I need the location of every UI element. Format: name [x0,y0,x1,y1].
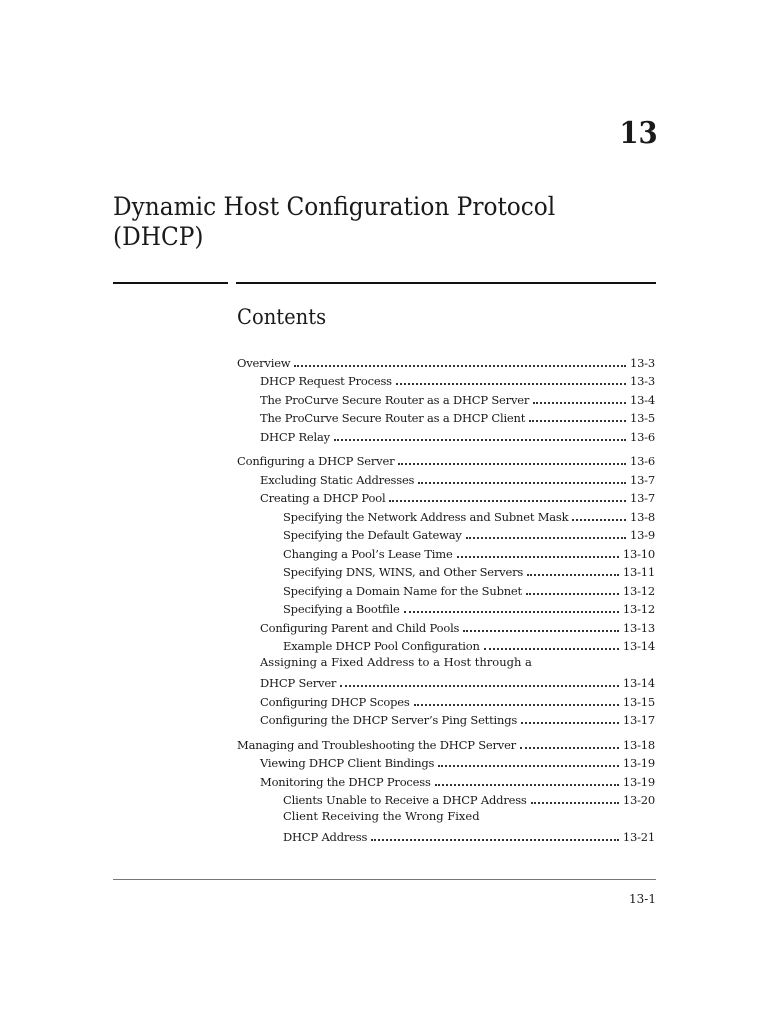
toc-entry[interactable] [237,408,655,427]
toc-entry-page: 13-5 [629,411,655,425]
toc-entry-title-line1: Client Receiving the Wrong Fixed [283,809,480,823]
toc-leader-dots [334,438,626,441]
toc-entry-title: Managing and Troubleshooting the DHCP Server [237,737,516,752]
toc-leader-dots [396,382,626,385]
toc-entry-page: 13-6 [629,429,655,444]
toc-entry[interactable] [237,469,655,488]
toc-leader-dots [457,555,619,558]
toc-entry-page: 13-14 [622,639,655,653]
toc-entry-title: Overview [237,355,291,370]
toc-entry-title: Specifying DNS, WINS, and Other Servers [283,565,524,579]
chapter-number: 13 [619,116,658,151]
toc-entry-page: 13-3 [629,374,655,388]
toc-leader-dots [572,518,626,521]
toc-entry-title: The ProCurve Secure Router as a DHCP Client [260,411,526,425]
toc-leader-dots [466,536,626,539]
toc-entry-title: Excluding Static Addresses [260,472,415,487]
toc-leader-dots [404,610,619,613]
toc-entry-page: 13-18 [622,737,655,752]
chapter-title [113,192,634,252]
toc-entry-title-line1: Assigning a Fixed Address to a Host through a [260,655,532,669]
toc-entry-title: Specifying the Network Address and Subnet Mask [283,509,569,524]
toc-entry-title: Viewing DHCP Client Bindings [260,756,435,770]
toc-entry-wrapped[interactable] [237,654,655,691]
toc-entry-line2 [260,672,655,691]
toc-entry-page: 13-8 [629,509,655,524]
toc-leader-dots [435,783,619,786]
title-rule-short [113,282,228,284]
toc-leader-dots [526,592,619,595]
toc-entry-title: Configuring Parent and Child Pools [260,620,460,635]
toc-leader-dots [527,573,619,576]
toc-entry-page: 13-21 [622,829,655,844]
toc-entry-title: DHCP Request Process [260,374,392,388]
table-of-contents [237,352,655,845]
toc-leader-dots [438,764,619,767]
toc-entry-page: 13-4 [629,392,655,407]
toc-entry-title: Clients Unable to Receive a DHCP Address [283,793,527,807]
toc-entry-title: DHCP Server [260,675,337,690]
toc-entry[interactable] [237,389,655,408]
page-number: 13-1 [629,892,656,906]
toc-entry[interactable] [237,691,655,710]
toc-entry-line2 [283,826,655,845]
title-rule-long [236,282,656,284]
toc-entry-title: Specifying a Bootfile [283,602,400,616]
toc-entry-page: 13-12 [622,602,655,616]
toc-entry[interactable] [237,506,655,525]
toc-entry-page: 13-3 [629,355,655,370]
toc-entry-title: Specifying a Domain Name for the Subnet [283,583,522,598]
toc-entry[interactable] [237,488,655,507]
toc-leader-dots [389,499,626,502]
toc-entry[interactable] [237,352,655,371]
toc-leader-dots [414,703,619,706]
toc-entry-page: 13-14 [622,675,655,690]
toc-entry-page: 13-11 [622,565,655,579]
toc-leader-dots [398,462,626,465]
toc-leader-dots [529,419,626,422]
toc-entry-page: 13-7 [629,491,655,505]
toc-leader-dots [294,364,626,367]
toc-entry[interactable] [237,451,655,470]
toc-entry-page: 13-9 [629,528,655,542]
toc-entry[interactable] [237,710,655,729]
toc-entry[interactable] [237,543,655,562]
toc-entry-page: 13-15 [622,694,655,709]
toc-leader-dots [521,721,619,724]
toc-entry[interactable] [237,771,655,790]
toc-entry-title: The ProCurve Secure Router as a DHCP Server [260,392,530,407]
chapter-title-line1: Dynamic Host Configuration Protocol [113,192,556,221]
toc-entry-page: 13-17 [622,713,655,727]
toc-entry-title: Configuring a DHCP Server [237,454,395,468]
toc-entry[interactable] [237,753,655,772]
toc-entry-title: DHCP Relay [260,429,330,444]
toc-entry[interactable] [237,790,655,809]
toc-leader-dots [520,746,619,749]
toc-entry[interactable] [237,371,655,390]
toc-entry-page: 13-19 [622,756,655,770]
toc-leader-dots [463,629,619,632]
toc-entry-title: Specifying the Default Gateway [283,528,462,542]
toc-leader-dots [371,838,619,841]
toc-entry-wrapped[interactable] [237,808,655,845]
toc-entry-title: Monitoring the DHCP Process [260,774,431,789]
toc-entry[interactable] [237,734,655,753]
toc-entry[interactable] [237,636,655,655]
toc-entry[interactable] [237,562,655,581]
toc-entry-page: 13-20 [622,793,655,807]
toc-entry-title: Configuring the DHCP Server’s Ping Settings [260,713,518,727]
toc-entry[interactable] [237,426,655,445]
toc-entry-page: 13-10 [622,546,655,561]
toc-entry[interactable] [237,599,655,618]
chapter-title-line2: (DHCP) [113,222,204,251]
toc-entry-title: Creating a DHCP Pool [260,491,386,505]
toc-leader-dots [418,481,626,484]
toc-leader-dots [484,647,619,650]
toc-entry[interactable] [237,617,655,636]
toc-entry-page: 13-12 [622,583,655,598]
toc-entry-page: 13-19 [622,774,655,789]
toc-leader-dots [531,801,619,804]
toc-entry-title: Example DHCP Pool Configuration [283,639,480,653]
toc-entry[interactable] [237,525,655,544]
toc-leader-dots [340,684,619,687]
footer-rule [113,879,656,880]
toc-entry[interactable] [237,580,655,599]
contents-heading: Contents [237,305,327,329]
toc-entry-title: DHCP Address [283,829,368,844]
toc-entry-page: 13-7 [629,472,655,487]
toc-entry-page: 13-13 [622,620,655,635]
toc-entry-page: 13-6 [629,454,655,468]
toc-entry-title: Configuring DHCP Scopes [260,694,410,709]
toc-leader-dots [533,401,626,404]
toc-entry-title: Changing a Pool’s Lease Time [283,546,453,561]
